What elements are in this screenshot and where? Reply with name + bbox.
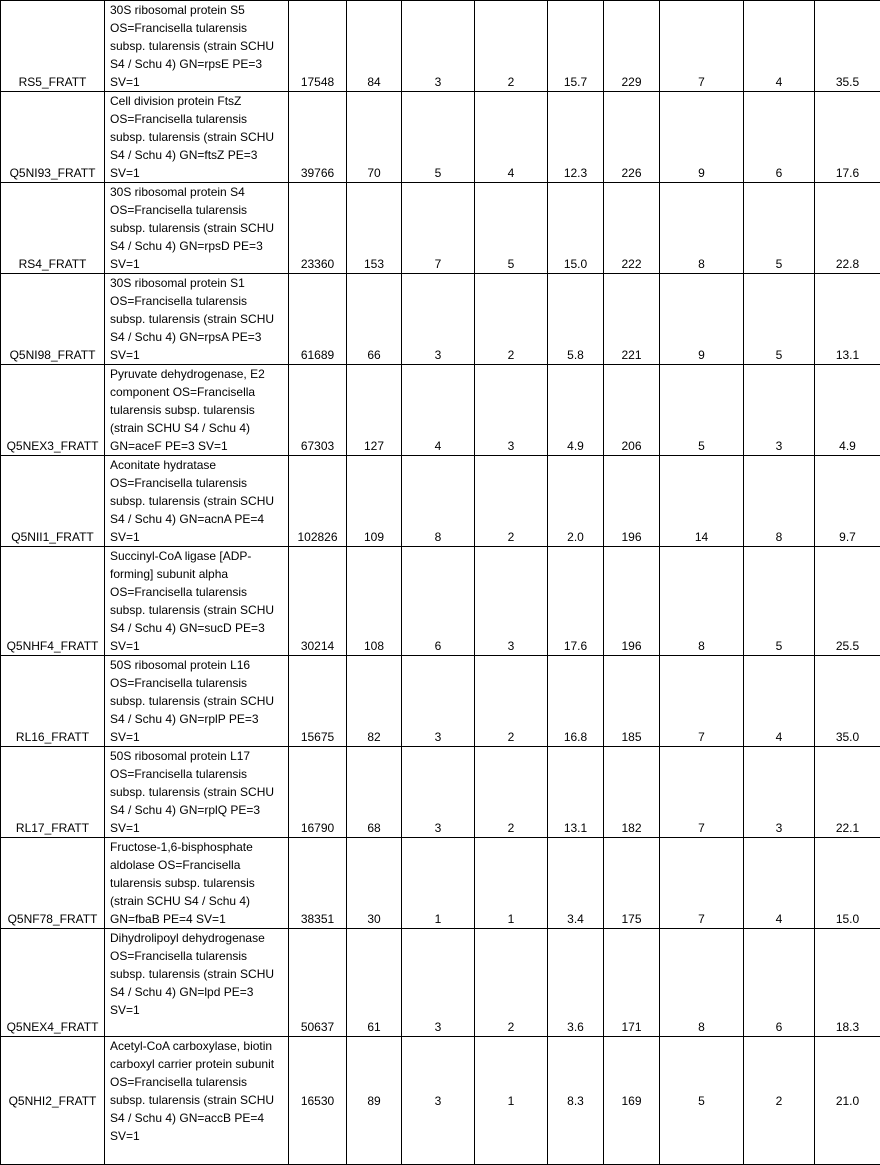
cell-value-5: 171 [604, 929, 660, 1037]
cell-value-8: 22.1 [815, 747, 880, 838]
cell-protein-id: RL16_FRATT [1, 656, 105, 747]
cell-value-1: 61 [347, 929, 402, 1037]
cell-value-3: 2 [475, 656, 548, 747]
cell-value-7: 3 [744, 747, 815, 838]
table-row [1, 929, 880, 1037]
cell-value-1: 153 [347, 183, 402, 274]
cell-value-4: 8.3 [548, 1037, 604, 1165]
cell-value-4: 15.7 [548, 1, 604, 92]
table-row [1, 838, 880, 929]
cell-description: Fructose-1,6-bisphosphate aldolase OS=Francisella tularensis subsp. tularensis (strain SCHU S4 / Schu 4) GN=fbaB PE=4 SV=1 [105, 838, 289, 929]
cell-value-4: 3.6 [548, 929, 604, 1037]
cell-protein-id: Q5NF78_FRATT [1, 838, 105, 929]
cell-value-2: 7 [402, 183, 475, 274]
cell-description: Acetyl-CoA carboxylase, biotin carboxyl carrier protein subunit OS=Francisella tularensis subsp. tularensis (strain SCHU S4 / Schu 4) GN=accB PE=4 SV=1 [105, 1037, 289, 1165]
cell-value-8: 18.3 [815, 929, 880, 1037]
table-row [1, 183, 880, 274]
cell-description: 30S ribosomal protein S5 OS=Francisella tularensis subsp. tularensis (strain SCHU S4 / Schu 4) GN=rpsE PE=3 SV=1 [105, 1, 289, 92]
table-row [1, 1037, 880, 1165]
cell-value-7: 5 [744, 547, 815, 656]
cell-description: 30S ribosomal protein S4 OS=Francisella tularensis subsp. tularensis (strain SCHU S4 / Schu 4) GN=rpsD PE=3 SV=1 [105, 183, 289, 274]
table-row [1, 365, 880, 456]
cell-value-3: 1 [475, 1037, 548, 1165]
cell-value-2: 4 [402, 365, 475, 456]
table-row [1, 92, 880, 183]
cell-description: 50S ribosomal protein L17 OS=Francisella tularensis subsp. tularensis (strain SCHU S4 / Schu 4) GN=rplQ PE=3 SV=1 [105, 747, 289, 838]
cell-value-6: 9 [660, 274, 744, 365]
cell-value-6: 7 [660, 747, 744, 838]
cell-mass: 16790 [289, 747, 347, 838]
cell-value-1: 84 [347, 1, 402, 92]
cell-value-2: 3 [402, 929, 475, 1037]
cell-value-4: 16.8 [548, 656, 604, 747]
table-row [1, 747, 880, 838]
cell-value-1: 127 [347, 365, 402, 456]
cell-value-6: 8 [660, 929, 744, 1037]
cell-mass: 30214 [289, 547, 347, 656]
cell-value-2: 3 [402, 274, 475, 365]
table-row [1, 547, 880, 656]
cell-value-5: 196 [604, 547, 660, 656]
table-row [1, 274, 880, 365]
cell-value-5: 206 [604, 365, 660, 456]
cell-value-6: 8 [660, 547, 744, 656]
cell-value-7: 4 [744, 1, 815, 92]
cell-mass: 17548 [289, 1, 347, 92]
cell-mass: 23360 [289, 183, 347, 274]
cell-value-5: 169 [604, 1037, 660, 1165]
cell-description: Succinyl-CoA ligase [ADP-forming] subunit alpha OS=Francisella tularensis subsp. tularensis (strain SCHU S4 / Schu 4) GN=sucD PE=3 SV=1 [105, 547, 289, 656]
cell-value-7: 3 [744, 365, 815, 456]
cell-protein-id: Q5NEX3_FRATT [1, 365, 105, 456]
cell-value-2: 3 [402, 1, 475, 92]
cell-value-3: 3 [475, 365, 548, 456]
cell-value-1: 70 [347, 92, 402, 183]
cell-value-4: 5.8 [548, 274, 604, 365]
cell-protein-id: Q5NI98_FRATT [1, 274, 105, 365]
cell-value-7: 5 [744, 274, 815, 365]
cell-value-6: 8 [660, 183, 744, 274]
cell-value-6: 9 [660, 92, 744, 183]
cell-value-7: 2 [744, 1037, 815, 1165]
cell-value-5: 185 [604, 656, 660, 747]
cell-value-6: 5 [660, 1037, 744, 1165]
cell-value-5: 222 [604, 183, 660, 274]
cell-value-3: 2 [475, 456, 548, 547]
cell-value-5: 221 [604, 274, 660, 365]
cell-protein-id: RS5_FRATT [1, 1, 105, 92]
cell-value-3: 2 [475, 1, 548, 92]
cell-value-4: 12.3 [548, 92, 604, 183]
cell-value-5: 229 [604, 1, 660, 92]
cell-value-8: 15.0 [815, 838, 880, 929]
cell-protein-id: Q5NI93_FRATT [1, 92, 105, 183]
cell-description: Cell division protein FtsZ OS=Francisella tularensis subsp. tularensis (strain SCHU S4 / Schu 4) GN=ftsZ PE=3 SV=1 [105, 92, 289, 183]
cell-value-1: 68 [347, 747, 402, 838]
cell-value-1: 89 [347, 1037, 402, 1165]
cell-value-6: 14 [660, 456, 744, 547]
cell-value-5: 196 [604, 456, 660, 547]
cell-value-5: 175 [604, 838, 660, 929]
cell-value-8: 35.0 [815, 656, 880, 747]
cell-description: 30S ribosomal protein S1 OS=Francisella tularensis subsp. tularensis (strain SCHU S4 / Schu 4) GN=rpsA PE=3 SV=1 [105, 274, 289, 365]
cell-protein-id: Q5NHF4_FRATT [1, 547, 105, 656]
cell-value-8: 13.1 [815, 274, 880, 365]
cell-protein-id: RS4_FRATT [1, 183, 105, 274]
cell-value-1: 66 [347, 274, 402, 365]
cell-value-3: 2 [475, 929, 548, 1037]
cell-value-4: 13.1 [548, 747, 604, 838]
cell-value-6: 7 [660, 656, 744, 747]
cell-value-6: 5 [660, 365, 744, 456]
table-row [1, 456, 880, 547]
cell-value-7: 4 [744, 838, 815, 929]
cell-value-7: 6 [744, 929, 815, 1037]
cell-value-7: 4 [744, 656, 815, 747]
cell-value-3: 2 [475, 747, 548, 838]
cell-value-4: 2.0 [548, 456, 604, 547]
table-row [1, 1, 880, 92]
cell-value-3: 1 [475, 838, 548, 929]
cell-mass: 102826 [289, 456, 347, 547]
cell-value-4: 17.6 [548, 547, 604, 656]
cell-value-1: 82 [347, 656, 402, 747]
cell-value-2: 1 [402, 838, 475, 929]
cell-value-1: 108 [347, 547, 402, 656]
cell-value-2: 5 [402, 92, 475, 183]
cell-value-2: 3 [402, 656, 475, 747]
cell-value-7: 5 [744, 183, 815, 274]
protein-table-body [1, 1, 880, 1165]
cell-description: Aconitate hydratase OS=Francisella tularensis subsp. tularensis (strain SCHU S4 / Schu 4) GN=acnA PE=4 SV=1 [105, 456, 289, 547]
cell-protein-id: RL17_FRATT [1, 747, 105, 838]
cell-mass: 50637 [289, 929, 347, 1037]
cell-value-8: 21.0 [815, 1037, 880, 1165]
cell-value-8: 25.5 [815, 547, 880, 656]
cell-value-6: 7 [660, 1, 744, 92]
cell-value-1: 109 [347, 456, 402, 547]
cell-value-5: 182 [604, 747, 660, 838]
cell-value-2: 8 [402, 456, 475, 547]
cell-value-2: 3 [402, 747, 475, 838]
cell-description: Dihydrolipoyl dehydrogenase OS=Francisella tularensis subsp. tularensis (strain SCHU S4 / Schu 4) GN=lpd PE=3 SV=1 [105, 929, 289, 1037]
cell-value-3: 2 [475, 274, 548, 365]
cell-mass: 15675 [289, 656, 347, 747]
cell-value-8: 35.5 [815, 1, 880, 92]
cell-value-8: 4.9 [815, 365, 880, 456]
cell-value-2: 3 [402, 1037, 475, 1165]
cell-value-3: 3 [475, 547, 548, 656]
cell-value-3: 4 [475, 92, 548, 183]
cell-value-4: 15.0 [548, 183, 604, 274]
cell-value-8: 9.7 [815, 456, 880, 547]
cell-mass: 38351 [289, 838, 347, 929]
cell-protein-id: Q5NEX4_FRATT [1, 929, 105, 1037]
cell-protein-id: Q5NII1_FRATT [1, 456, 105, 547]
cell-value-6: 7 [660, 838, 744, 929]
table-row [1, 656, 880, 747]
cell-value-8: 22.8 [815, 183, 880, 274]
cell-value-3: 5 [475, 183, 548, 274]
cell-mass: 16530 [289, 1037, 347, 1165]
cell-mass: 61689 [289, 274, 347, 365]
cell-value-7: 8 [744, 456, 815, 547]
cell-mass: 39766 [289, 92, 347, 183]
cell-value-4: 3.4 [548, 838, 604, 929]
cell-description: 50S ribosomal protein L16 OS=Francisella tularensis subsp. tularensis (strain SCHU S4 / Schu 4) GN=rplP PE=3 SV=1 [105, 656, 289, 747]
cell-mass: 67303 [289, 365, 347, 456]
cell-protein-id: Q5NHI2_FRATT [1, 1037, 105, 1165]
cell-value-1: 30 [347, 838, 402, 929]
cell-value-4: 4.9 [548, 365, 604, 456]
cell-description: Pyruvate dehydrogenase, E2 component OS=Francisella tularensis subsp. tularensis (strain SCHU S4 / Schu 4) GN=aceF PE=3 SV=1 [105, 365, 289, 456]
cell-value-5: 226 [604, 92, 660, 183]
cell-value-2: 6 [402, 547, 475, 656]
cell-value-8: 17.6 [815, 92, 880, 183]
cell-value-7: 6 [744, 92, 815, 183]
